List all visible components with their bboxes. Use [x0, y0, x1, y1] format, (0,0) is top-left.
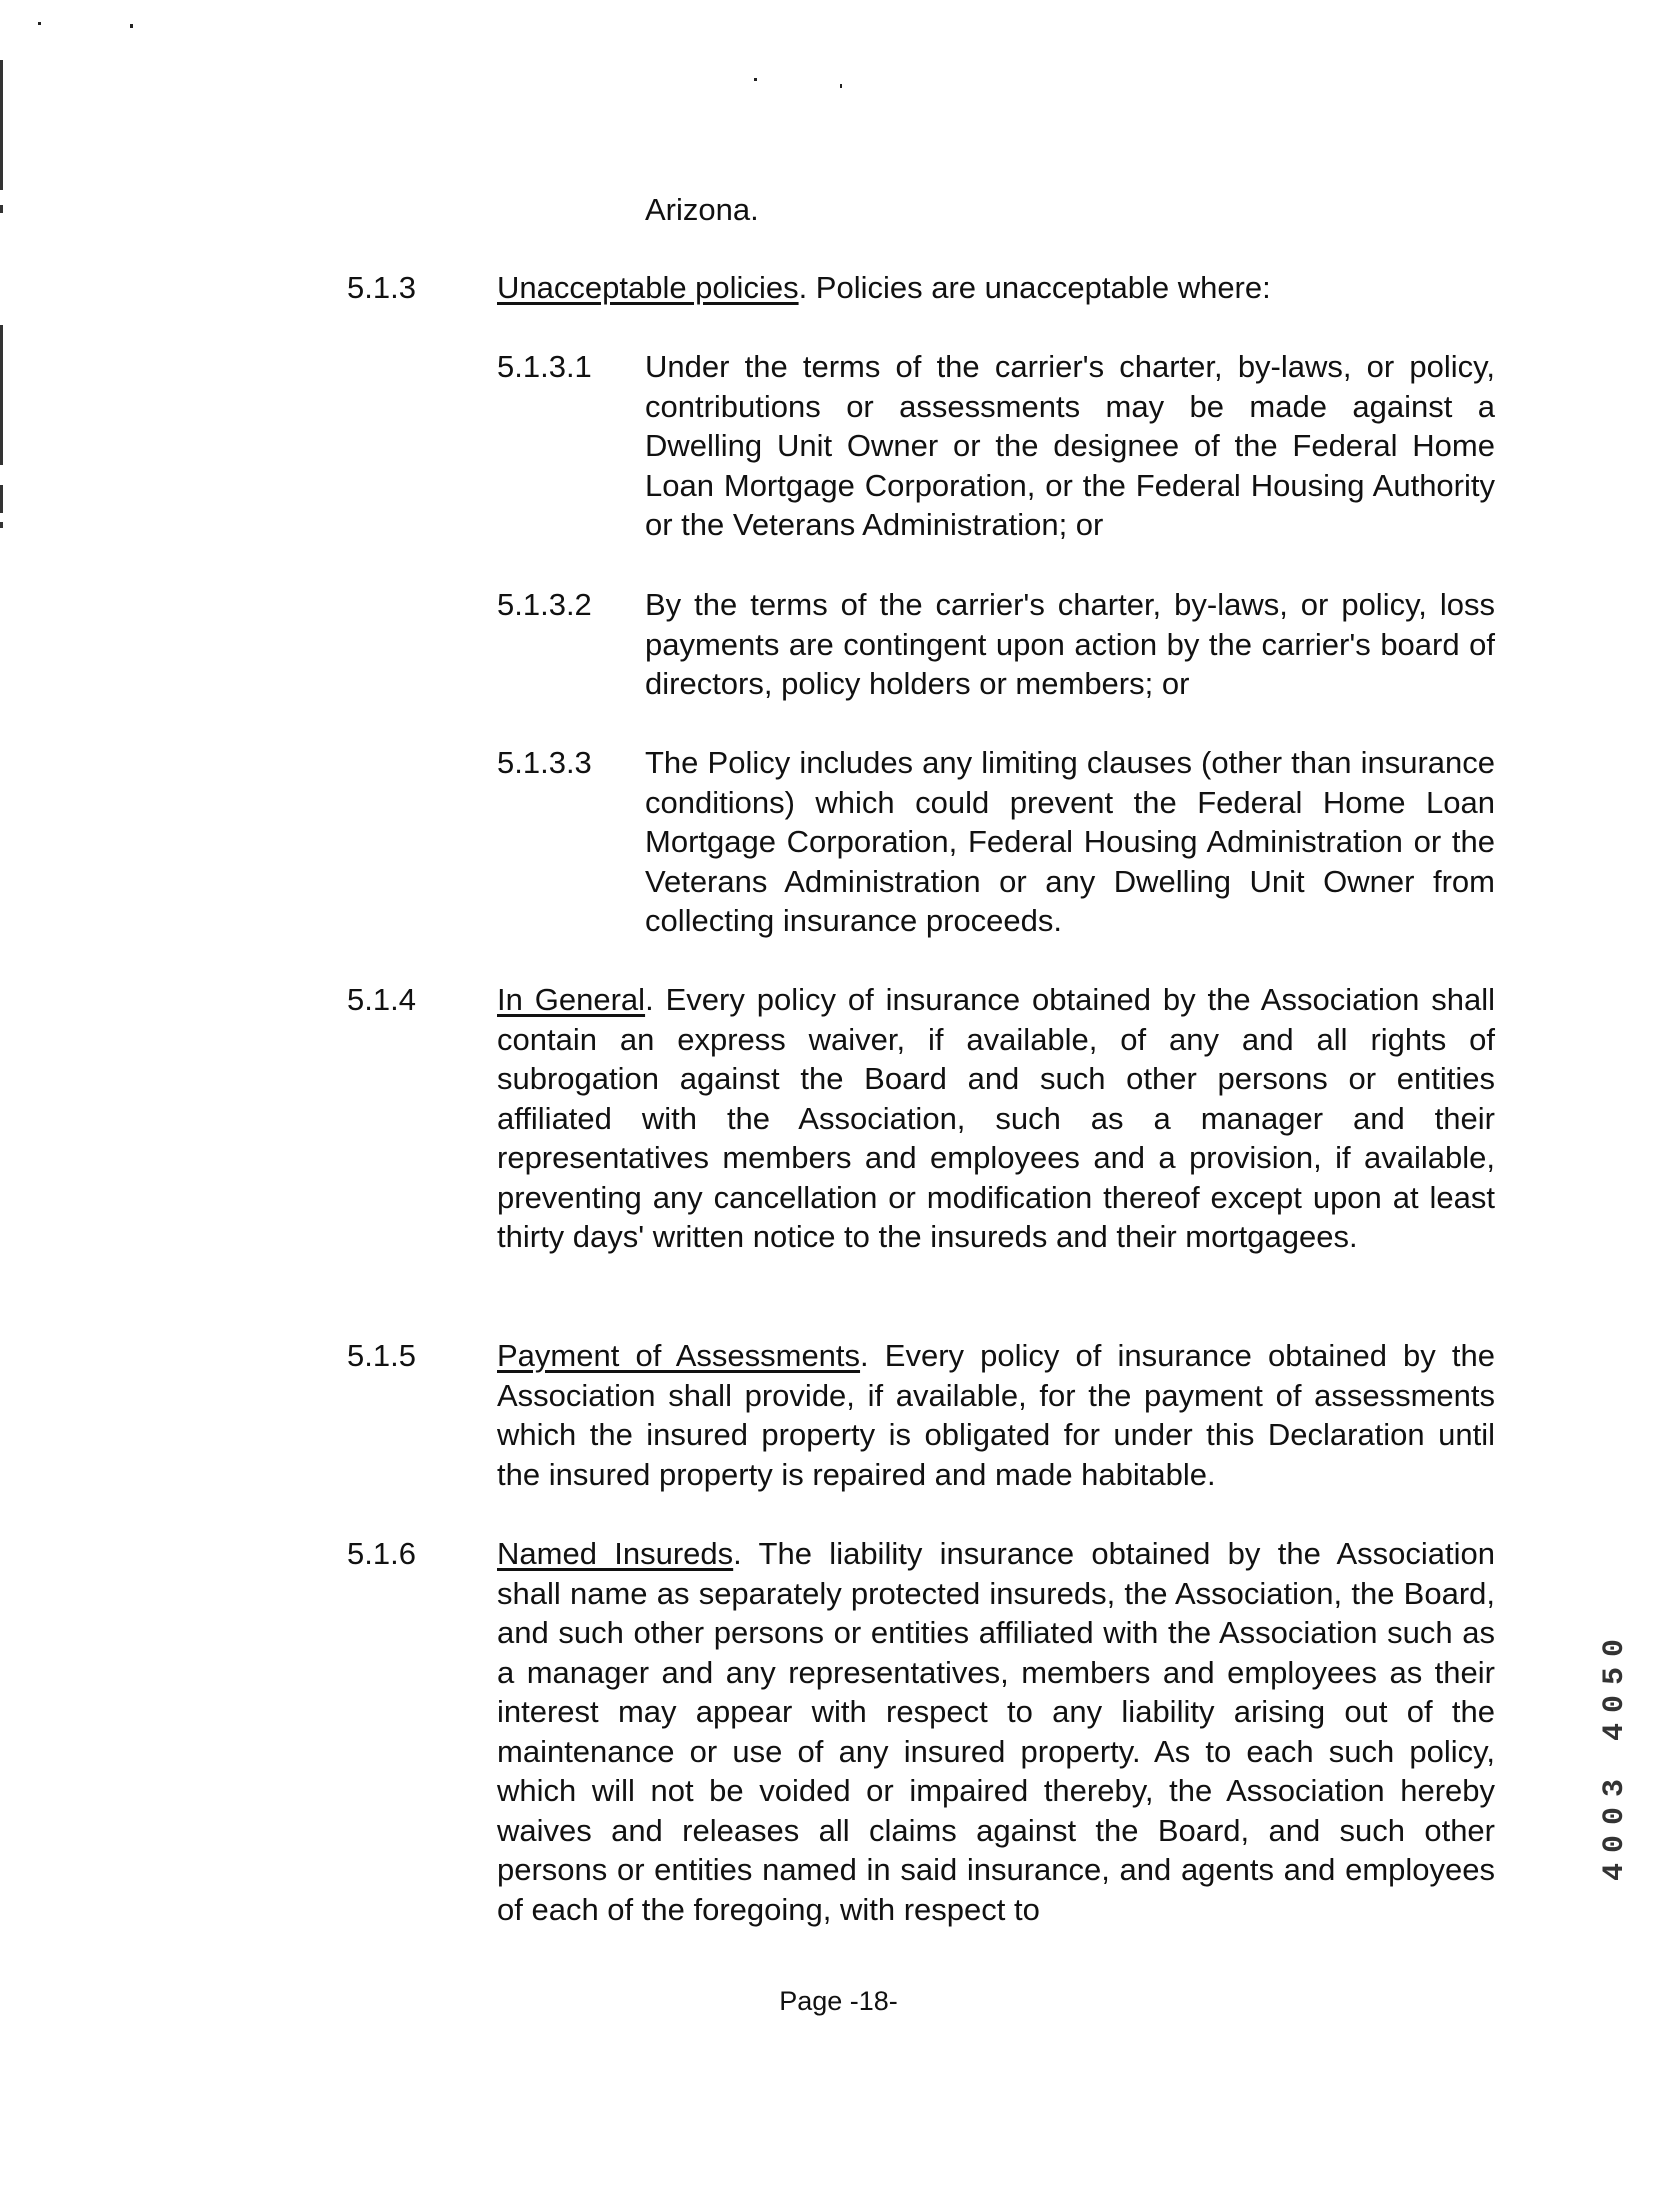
- section-text: . Every policy of insurance obtained by the Association shall contain an express waiver, if available, of any and all rights of subrogation against the Board and such other persons or entities affiliated with the Association, such as a manager and their representatives members and employees and a provision, if available, preventing any cancellation or modification thereof except upon at least thirty days' written notice to the insureds and their mortgagees.: [497, 982, 1495, 1254]
- scan-edge-line: [0, 522, 3, 528]
- page-footer: Page -18-: [779, 1986, 898, 2016]
- section-number: 5.1.3: [347, 270, 416, 305]
- scan-speck: [130, 24, 133, 28]
- section-number: 5.1.5: [347, 1338, 416, 1373]
- section-heading: Named Insureds: [497, 1536, 734, 1571]
- section-paragraph: [497, 1534, 1495, 1929]
- subsection-number: 5.1.3.3: [497, 745, 592, 780]
- scan-edge-line: [0, 205, 3, 213]
- scan-speck: [38, 22, 41, 25]
- subsection-text: By the terms of the carrier's charter, by-laws, or policy, loss payments are contingent upon action by the carrier's board of directors, policy holders or members; or: [645, 587, 1495, 701]
- section-text: . Every policy of insurance obtained by the Association shall provide, if available, for the payment of assessments which the insured property is obligated for under this Declaration until the insured property is repaired and made habitable.: [497, 1338, 1495, 1492]
- section-text: . The liability insurance obtained by the Association shall name as separately protected insureds, the Association, the Board, and such other persons or entities affiliated with the Association such as a manager and any representatives, members and employees as their interest may appear with respect to any liability arising out of the maintenance or use of any insured property. As to each such policy, which will not be voided or impaired thereby, the Association hereby waives and releases all claims against the Board, and such other persons or entities named in said insurance, and agents and employees of each of the foregoing, with respect to: [497, 1536, 1495, 1927]
- subsection-number: 5.1.3.1: [497, 349, 592, 384]
- recording-stamp: [1595, 1590, 1635, 1920]
- scan-speck: [840, 84, 842, 88]
- section-paragraph: [497, 1336, 1495, 1494]
- section-paragraph: [497, 268, 1497, 308]
- scan-speck: [754, 78, 757, 81]
- subsection-number: 5.1.3.2: [497, 587, 592, 622]
- recording-stamp-text: 4003 4050: [1598, 1628, 1632, 1882]
- scan-edge-line: [0, 325, 3, 465]
- scan-edge-line: [0, 60, 3, 190]
- continuation-text: Arizona.: [645, 192, 759, 227]
- subsection-text: Under the terms of the carrier's charter, by-laws, or policy, contributions or assessments may be made against a Dwelling Unit Owner or the designee of the Federal Home Loan Mortgage Corporation, or the Federal Housing Authority or the Veterans Administration; or: [645, 349, 1495, 542]
- scan-edge-line: [0, 485, 3, 513]
- section-number: 5.1.4: [347, 982, 416, 1017]
- section-heading: Payment of Assessments: [497, 1338, 861, 1373]
- section-text: . Policies are unacceptable where:: [798, 270, 1271, 305]
- subsection-text: The Policy includes any limiting clauses (other than insurance conditions) which could prevent the Federal Home Loan Mortgage Corporation, Federal Housing Administration or the Veterans Administration or any Dwelling Unit Owner from collecting insurance proceeds.: [645, 745, 1495, 938]
- section-number: 5.1.6: [347, 1536, 416, 1571]
- section-paragraph: [497, 980, 1495, 1257]
- section-heading: Unacceptable policies: [497, 270, 799, 305]
- section-heading: In General: [497, 982, 646, 1017]
